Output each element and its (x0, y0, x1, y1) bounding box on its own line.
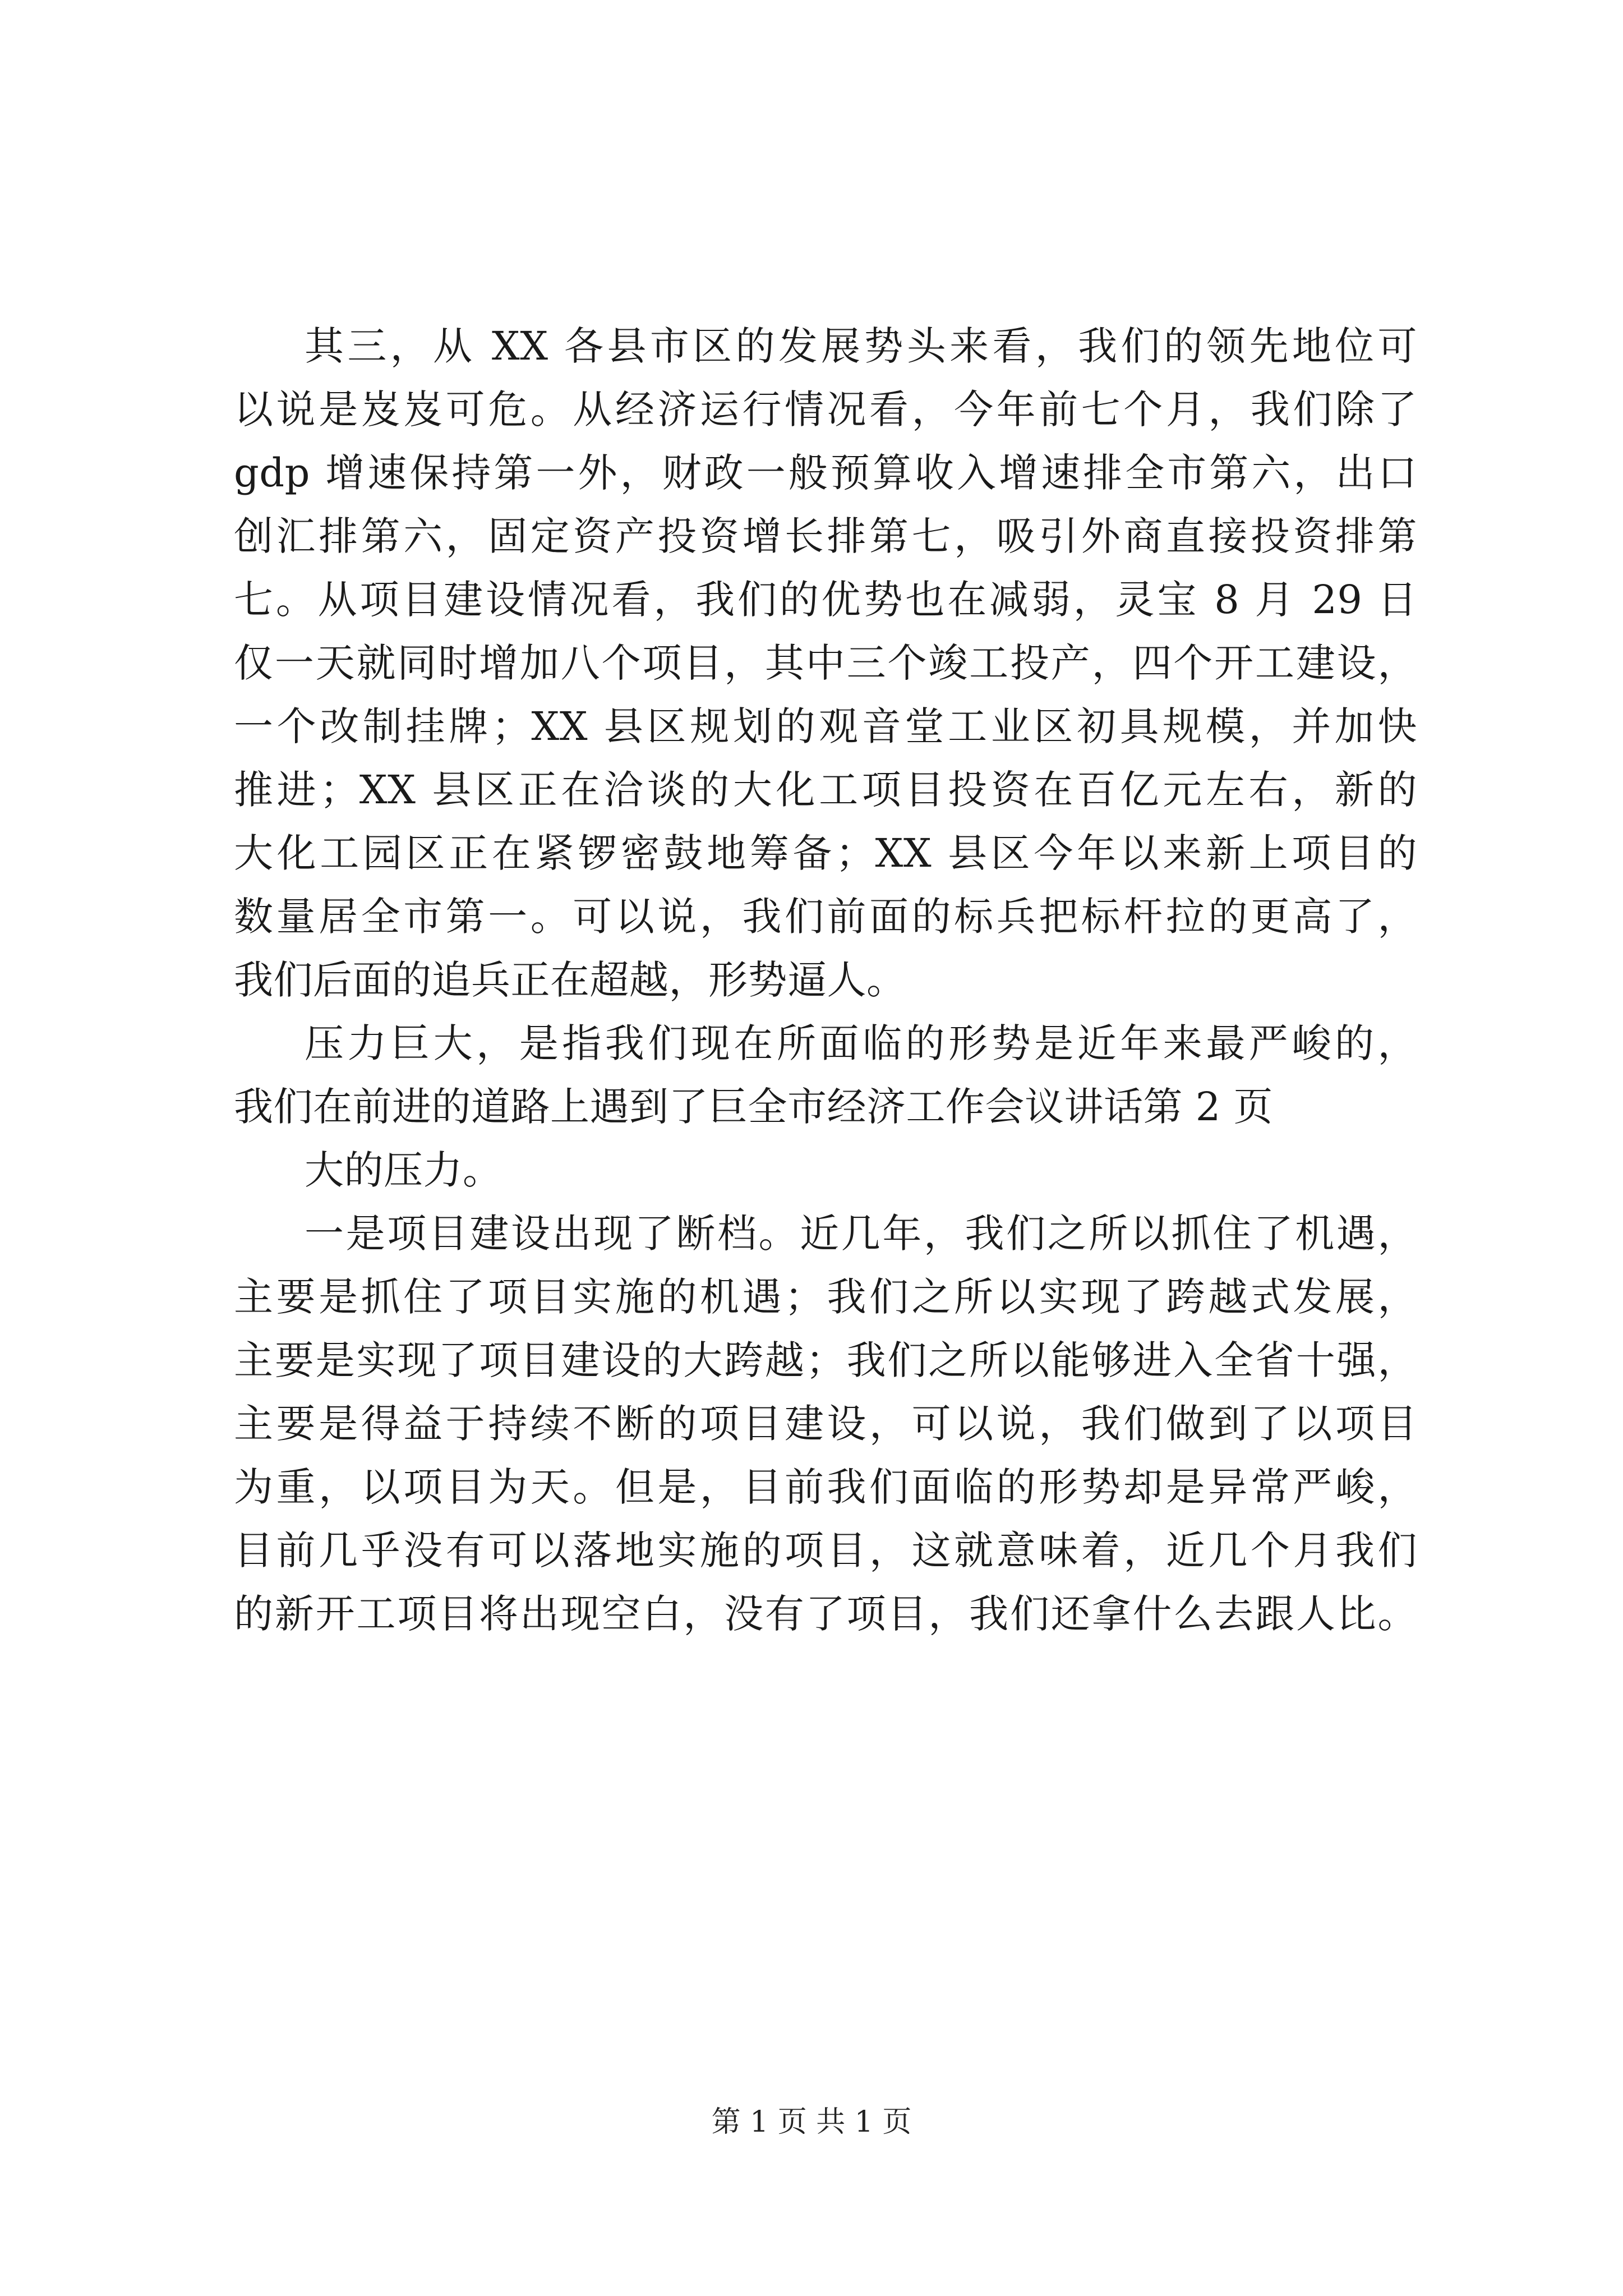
page-footer: 第 1 页 共 1 页 (711, 2105, 912, 2139)
paragraph-line: 大化工园区正在紧锣密鼓地筹备；XX 县区今年以来新上项目的 (234, 830, 1417, 876)
paragraph-line: 主要是实现了项目建设的大跨越；我们之所以能够进入全省十强， (234, 1337, 1417, 1383)
paragraph-line: 主要是抓住了项目实施的机遇；我们之所以实现了跨越式发展， (234, 1274, 1417, 1320)
paragraph-line: 大的压力。 (305, 1147, 502, 1193)
paragraph-line: 七。从项目建设情况看，我们的优势也在减弱，灵宝 8 月 29 日 (234, 577, 1417, 623)
paragraph-line: 以说是岌岌可危。从经济运行情况看，今年前七个月，我们除了 (234, 386, 1417, 432)
paragraph-line: 一个改制挂牌；XX 县区规划的观音堂工业区初具规模，并加快 (234, 703, 1417, 749)
paragraph-line: 我们后面的追兵正在超越，形势逼人。 (234, 957, 906, 1003)
paragraph-line: 仅一天就同时增加八个项目，其中三个竣工投产，四个开工建设， (234, 640, 1417, 686)
paragraph-line: 的新开工项目将出现空白，没有了项目，我们还拿什么去跟人比。 (234, 1591, 1417, 1637)
paragraph-line: 一是项目建设出现了断档。近几年，我们之所以抓住了机遇， (305, 1211, 1417, 1257)
paragraph-line: 创汇排第六，固定资产投资增长排第七，吸引外商直接投资排第 (234, 513, 1417, 559)
paragraph-line: 为重，以项目为天。但是，目前我们面临的形势却是异常严峻， (234, 1464, 1417, 1510)
paragraph-line: 其三，从 XX 各县市区的发展势头来看，我们的领先地位可 (305, 323, 1417, 369)
paragraph-line: 主要是得益于持续不断的项目建设，可以说，我们做到了以项目 (234, 1401, 1417, 1447)
paragraph-line: gdp 增速保持第一外，财政一般预算收入增速排全市第六，出口 (234, 450, 1417, 496)
paragraph-line: 压力巨大，是指我们现在所面临的形势是近年来最严峻的， (305, 1020, 1417, 1066)
paragraph-line: 目前几乎没有可以落地实施的项目，这就意味着，近几个月我们 (234, 1527, 1417, 1573)
paragraph-line: 数量居全市第一。可以说，我们前面的标兵把标杆拉的更高了， (234, 894, 1417, 940)
paragraph-line: 推进；XX 县区正在洽谈的大化工项目投资在百亿元左右，新的 (234, 767, 1417, 813)
paragraph-line: 我们在前进的道路上遇到了巨全市经济工作会议讲话第 2 页 (234, 1084, 1274, 1130)
